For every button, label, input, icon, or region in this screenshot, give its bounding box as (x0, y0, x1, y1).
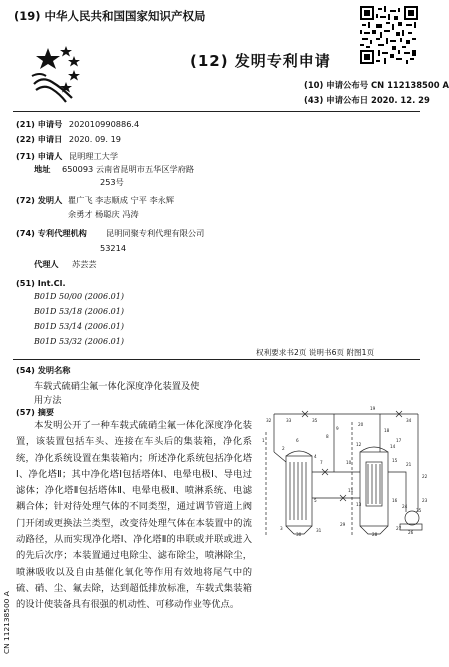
figure-reference-numeral: 16 (392, 498, 398, 503)
biblio-divider (13, 359, 420, 360)
address-label: 地址 (34, 164, 51, 174)
figure-reference-numeral: 19 (370, 406, 376, 411)
figure-reference-numeral: 31 (316, 528, 322, 533)
header-divider (13, 111, 420, 112)
ipc-class-4: B01D 53/32 (2006.01) (34, 337, 124, 346)
figure-reference-numeral: 11 (348, 488, 354, 493)
figure-reference-numeral: 32 (266, 418, 272, 423)
side-publication-code (0, 591, 12, 654)
figure-reference-numeral: 18 (384, 428, 390, 433)
agent-value: 苏芸芸 (72, 259, 97, 269)
figure-reference-numeral: 6 (296, 438, 299, 443)
invention-title-line-1: 车载式硫硝尘氟一体化深度净化装置及使 (34, 381, 200, 392)
page-count-info: 权利要求书2页 说明书6页 附图1页 (256, 348, 375, 357)
qr-code (360, 6, 418, 64)
ipc-class-2: B01D 53/18 (2006.01) (34, 307, 124, 316)
figure-reference-numeral: 17 (396, 438, 402, 443)
figure-reference-numeral: 35 (312, 418, 318, 423)
ipc-label: (51) Int.Cl. (16, 278, 66, 288)
abstract-label: (57) 摘要 (16, 407, 55, 417)
address-line-2: 253号 (100, 177, 124, 187)
figure-reference-numeral: 24 (402, 504, 408, 509)
publication-date: (43) 申请公布日 2020. 12. 29 (304, 95, 430, 105)
applicant-value: 昆明理工大学 (68, 151, 119, 161)
figure-reference-numeral: 28 (372, 532, 378, 537)
figure-reference-numeral: 26 (408, 530, 414, 535)
agency-line-2: 53214 (100, 243, 127, 253)
figure-reference-numeral: 3 (280, 526, 283, 531)
application-number-label: (21) 申请号 (16, 119, 63, 129)
application-number-row (16, 118, 139, 130)
figure-reference-numeral: 1 (262, 438, 265, 443)
invention-title-label: (54) 发明名称 (16, 365, 71, 375)
figure-reference-numeral: 7 (320, 460, 323, 465)
address-line-1: 650093 云南省昆明市五华区学府路 (62, 164, 195, 174)
figure-reference-numeral: 2 (282, 446, 285, 451)
figure-reference-numeral: 25 (416, 508, 422, 513)
figure-reference-numeral: 8 (326, 434, 329, 439)
filing-date-label: (22) 申请日 (16, 134, 63, 144)
figure-reference-numeral: 22 (422, 474, 428, 479)
figure-reference-numeral: 14 (390, 444, 396, 449)
publication-number: (10) 申请公布号 CN 112138500 A (304, 80, 449, 90)
inventor-label: (72) 发明人 (16, 195, 63, 205)
figure-reference-numeral: 13 (356, 502, 362, 507)
figure-reference-numeral: 21 (406, 462, 412, 467)
agency-label: (74) 专利代理机构 (16, 228, 87, 238)
inventors-line-2: 余勇才 杨聪庆 冯涛 (68, 209, 139, 219)
figure-reference-numeral: 34 (406, 418, 412, 423)
agency-line-1: 昆明同聚专利代理有限公司 (106, 228, 205, 238)
filing-date-value: 2020. 09. 19 (68, 134, 121, 144)
filing-date-row (16, 133, 121, 145)
applicant-row (16, 150, 118, 162)
invention-title-line-2: 用方法 (34, 395, 62, 406)
figure-reference-numeral: 29 (340, 522, 346, 527)
abstract-body: 本发明公开了一种车载式硫硝尘氟一体化深度净化装置，该装置包括车头、连接在车头后的集装箱，净化系统，净化系统设置在集装箱内；所述净化系统包括净化塔Ⅰ、净化塔Ⅱ；其中净化塔Ⅰ包括塔体Ⅰ、电晕电极Ⅰ、导电过滤体；净化塔Ⅱ包括塔体Ⅱ、电晕电极Ⅱ、喷淋系统、电滤耦合体；针对待处理气体的不同类型，通过调节管道上阀门开闭或更换法兰类型，改变待处理气体在本装置中的流动路径，从而实现净化塔Ⅰ、净化塔Ⅱ的串联或并联或进入的先后次序；本装置通过电除尘、滤布除尘，喷淋除尘，喷淋吸收以及自由基催化氧化等作用有效地将尾气中的硫、硝、尘、氟去除，达到超低排放标准，车载式集装箱的设计使装备具有很强的机动性、可移动作业等优点。 (16, 420, 252, 611)
figure-reference-numeral: 15 (392, 458, 398, 463)
agent-label: 代理人 (34, 259, 59, 269)
ipc-class-1: B01D 50/00 (2006.01) (34, 292, 124, 301)
document-type-title: (12) 发明专利申请 (190, 52, 331, 70)
inventors-line-1: 瞿广飞 李志顺成 宁平 李永辉 (68, 195, 175, 205)
figure-reference-numeral: 4 (314, 454, 317, 459)
ipc-class-3: B01D 53/14 (2006.01) (34, 322, 124, 331)
applicant-label: (71) 申请人 (16, 151, 63, 161)
figure-reference-numeral: 30 (296, 532, 302, 537)
abstract-text (16, 418, 252, 614)
figure-reference-numeral: 33 (286, 418, 292, 423)
figure-reference-numeral: 5 (314, 498, 317, 503)
office-name: (19) 中华人民共和国国家知识产权局 (14, 9, 206, 23)
figure-reference-numeral: 9 (336, 426, 339, 431)
figure-reference-numeral: 10 (346, 460, 352, 465)
side-code-text: CN 112138500 A (2, 591, 11, 654)
figure-reference-numeral: 12 (356, 442, 362, 447)
abstract-drawing (256, 402, 428, 538)
figure-reference-numeral: 20 (358, 422, 364, 427)
figure-reference-numeral: 27 (396, 526, 402, 531)
national-emblem-logo (26, 42, 90, 106)
figure-reference-numeral: 23 (422, 498, 428, 503)
application-number-value: 202010990886.4 (68, 119, 140, 129)
